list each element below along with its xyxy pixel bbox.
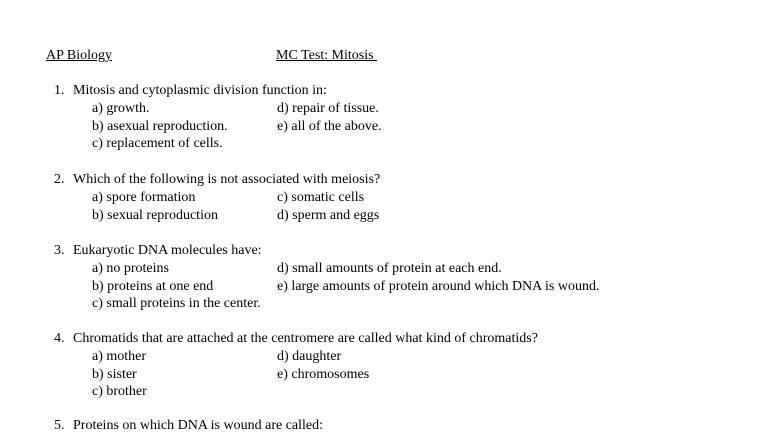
document-header: [0, 48, 784, 66]
question-text: Eukaryotic DNA molecules have:: [73, 243, 262, 258]
answer-option: c) replacement of cells.: [92, 136, 223, 152]
answer-option: d) small amounts of protein at each end.: [277, 260, 502, 276]
question-number: 4.: [54, 331, 65, 346]
question-1: [0, 82, 784, 153]
answer-option: d) sperm and eggs: [277, 207, 380, 223]
answer-option: e) all of the above.: [277, 118, 382, 134]
question-number: 2.: [54, 172, 65, 187]
answer-option: e) chromosomes: [277, 366, 370, 382]
question-text: Mitosis and cytoplasmic division function in:: [73, 83, 327, 98]
answer-option: b) sister: [92, 366, 137, 382]
answer-option: c) small proteins in the center.: [92, 296, 261, 312]
answer-option: b) asexual reproduction.: [92, 118, 228, 134]
question-2: [0, 171, 784, 224]
answer-option: a) spore formation: [92, 189, 196, 205]
question-4: [0, 330, 784, 401]
question-text: Which of the following is not associated with meiosis?: [73, 172, 381, 187]
answer-option: d) repair of tissue.: [277, 100, 379, 116]
question-number: 1.: [54, 83, 65, 98]
question-5: [0, 417, 784, 435]
question-number: 5.: [54, 418, 65, 433]
answer-option: b) sexual reproduction: [92, 207, 218, 223]
answer-option: c) brother: [92, 384, 147, 400]
test-title: MC Test: Mitosis: [276, 48, 378, 63]
question-text: Proteins on which DNA is wound are called:: [73, 418, 324, 433]
answer-option: a) no proteins: [92, 260, 169, 276]
question-number: 3.: [54, 243, 65, 258]
answer-option: b) proteins at one end: [92, 278, 214, 294]
question-text: Chromatids that are attached at the centromere are called what kind of chromatids?: [73, 331, 538, 346]
answer-option: a) mother: [92, 348, 147, 364]
answer-option: c) somatic cells: [277, 189, 365, 205]
answer-option: d) daughter: [277, 348, 342, 364]
answer-option: e) large amounts of protein around which DNA is wound.: [277, 278, 600, 294]
course-title: AP Biology: [46, 48, 112, 63]
question-3: [0, 242, 784, 313]
answer-option: a) growth.: [92, 100, 150, 116]
